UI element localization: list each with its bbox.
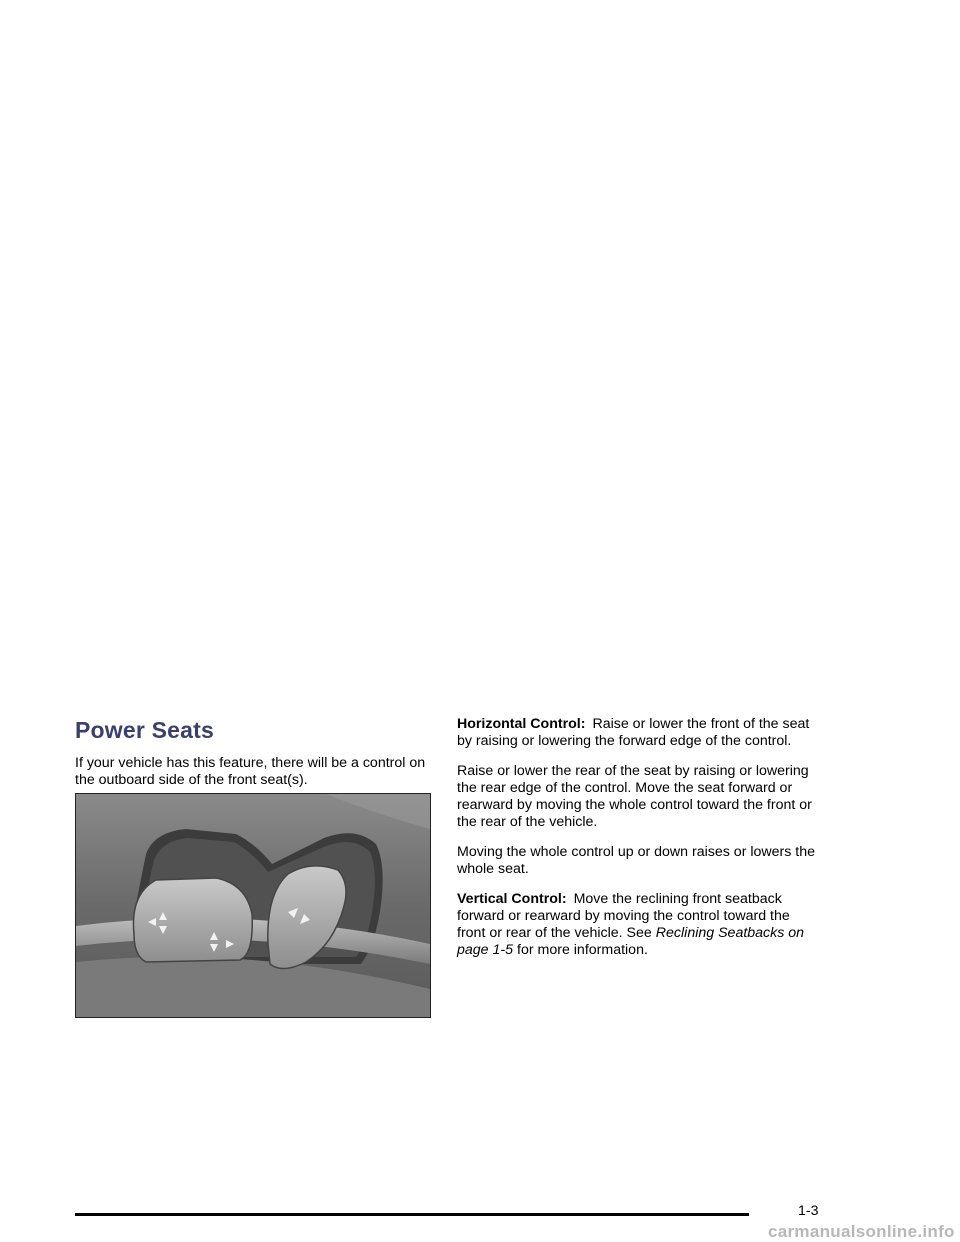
horizontal-control-text: Raise or lower the front of the seat by raising or lowering the forward edge of the control. (457, 716, 810, 749)
whole-seat-paragraph: Moving the whole control up or down raises or lowers the whole seat. (457, 844, 816, 877)
intro-paragraph: If your vehicle has this feature, there will be a control on the outboard side of the front seat(s). (75, 755, 426, 788)
left-column (75, 716, 431, 789)
vertical-control-label: Vertical Control: (457, 891, 567, 907)
section-title: Power Seats (75, 717, 214, 743)
horizontal-control-paragraph (457, 716, 819, 750)
vertical-control-text: Move the reclining front seatback forward or rearward by moving the control toward the front or rear of the vehicle. See (457, 891, 790, 941)
reclining-seatbacks-link[interactable]: Reclining Seatbacks on page 1-5 (457, 925, 805, 958)
right-column (457, 716, 819, 959)
vertical-control-paragraph (457, 891, 819, 959)
vertical-control-tail: for more information. (517, 942, 648, 958)
horizontal-control-label: Horizontal Control: (457, 716, 586, 732)
watermark: carmanualsonline.info (768, 1222, 955, 1241)
rear-raise-paragraph: Raise or lower the rear of the seat by raising or lowering the rear edge of the control. Move the seat forward or rearward by moving the whole control toward the front or the rear of the vehicle. (457, 763, 812, 830)
footer-rule (75, 1213, 749, 1216)
seat-control-photo (75, 793, 431, 1018)
page-number: 1-3 (798, 1203, 819, 1219)
